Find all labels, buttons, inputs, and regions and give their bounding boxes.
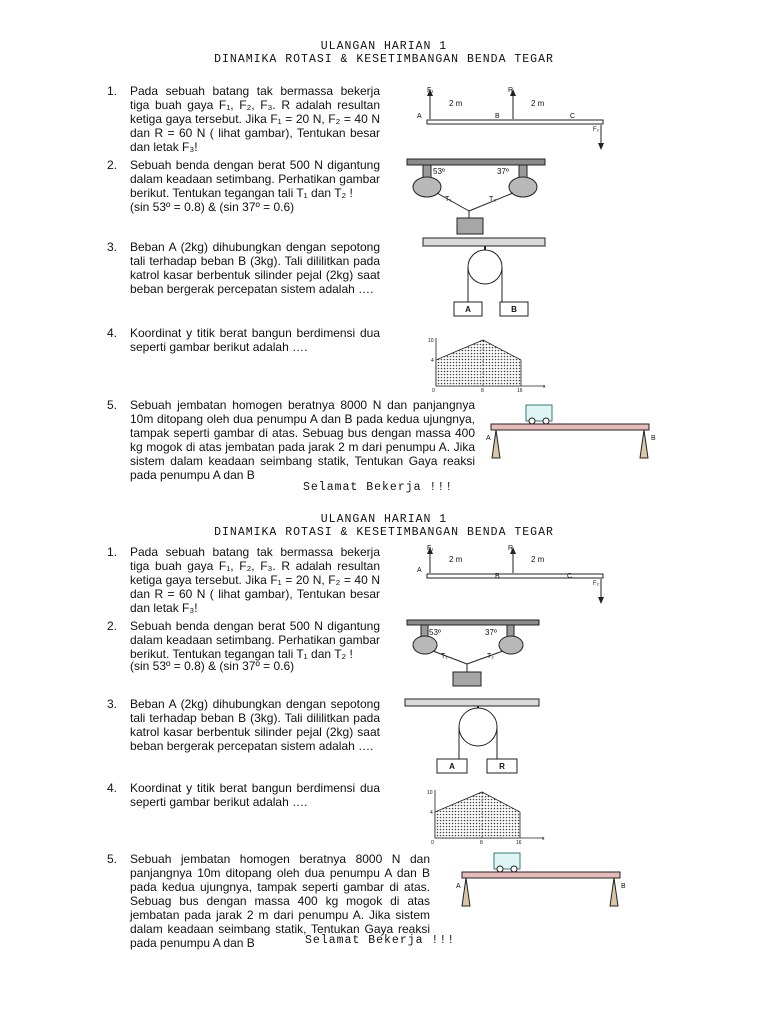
force-bar-diagram	[415, 86, 615, 152]
tension-diagram	[407, 618, 547, 688]
block-label-a: A	[449, 762, 455, 771]
closing-text: Selamat Bekerja !!!	[303, 481, 454, 494]
sheet-title: ULANGAN HARIAN 1	[320, 40, 448, 53]
point-label-b: B	[495, 113, 500, 120]
angle-label: 53º	[433, 167, 445, 176]
centroid-shape-diagram	[425, 334, 549, 394]
question-text: Koordinat y titik berat bangun berdimensi dua seperti gambar berikut adalah ….	[130, 781, 380, 809]
support-label-b: B	[651, 435, 656, 442]
question-number: 4.	[107, 326, 118, 340]
question-number: 4.	[107, 781, 118, 795]
question-number: 1.	[107, 84, 118, 98]
force-bar-diagram	[415, 544, 615, 610]
question-number: 3.	[107, 697, 118, 711]
block-label-b: R	[499, 762, 505, 771]
question-number: 2.	[107, 158, 118, 172]
angle-label: 37º	[497, 167, 509, 176]
block-label-a: A	[465, 305, 471, 314]
tick-label: 8	[481, 388, 484, 394]
point-label-c: C	[567, 573, 573, 580]
support-label-a: A	[456, 883, 461, 890]
bridge-diagram	[486, 404, 662, 462]
tension-diagram	[407, 157, 547, 235]
question-text: Beban A (2kg) dihubungkan dengan sepotong tali terhadap beban B (3kg). Tali dililitkan pada katrol kasar berbentuk silinder pejal (2kg) saat beban bergerak percepatan sistem adalah ….	[130, 697, 380, 753]
label-f2: F₂	[593, 581, 599, 587]
label-r: R	[508, 545, 514, 552]
tick-label: 16	[517, 388, 523, 394]
angle-label: 53º	[429, 628, 441, 637]
point-label-c: C	[570, 113, 576, 120]
sheet-subtitle: DINAMIKA ROTASI & KESETIMBANGAN BENDA TEGAR	[214, 526, 554, 539]
tick-label: 8	[480, 840, 483, 846]
sheet-subtitle: DINAMIKA ROTASI & KESETIMBANGAN BENDA TEGAR	[214, 53, 554, 66]
question-text: Koordinat y titik berat bangun berdimensi dua seperti gambar berikut adalah ….	[130, 326, 380, 354]
tick-label: 16	[516, 840, 522, 846]
label-f1: F₁	[427, 545, 434, 552]
question-text: Sebuah benda dengan berat 500 N digantung dalam keadaan setimbang. Perhatikan gambar berikut. Tentukan tegangan tali T₁ dan T₂ !	[130, 158, 380, 200]
point-label-a: A	[417, 567, 422, 574]
label-r: R	[508, 87, 514, 94]
question-number: 5.	[107, 852, 118, 866]
bridge-diagram	[456, 852, 632, 912]
tension-label-t2: T₂	[487, 653, 494, 660]
question-text: Pada sebuah batang tak bermassa bekerja tiga buah gaya F₁, F₂, F₃. R adalah resultan ketiga gaya tersebut. Jika F₁ = 20 N, F₂ = 40 N dan R = 60 N ( lihat gambar), Tentukan besar dan letak F₃!	[130, 545, 380, 615]
question-number: 2.	[107, 619, 118, 633]
support-label-a: A	[486, 435, 491, 442]
distance-label: 2 m	[531, 99, 545, 108]
sheet-title: ULANGAN HARIAN 1	[320, 513, 448, 526]
tick-label: 10	[427, 790, 433, 796]
point-label-a: A	[417, 113, 422, 120]
question-number: 5.	[107, 398, 118, 412]
tick-label: 0	[432, 388, 435, 394]
distance-label: 2 m	[531, 555, 545, 564]
question-number: 1.	[107, 545, 118, 559]
tick-label: 0	[431, 840, 434, 846]
question-text: Sebuah jembatan homogen beratnya 8000 N dan panjangnya 10m ditopang oleh dua penumpu A dan B pada kedua ujungnya, tampak seperti gambar di atas. Sebuag bus dengan massa 400 kg mogok di atas jembatan pada jarak 2 m dari penumpu A. Jika sistem dalam keadaan seimbang statik, Tentukan Gaya reaksi pada penumpu A dan B	[130, 398, 475, 482]
question-hint: (sin 53º = 0.8) & (sin 37º = 0.6)	[130, 659, 295, 673]
tick-label: 10	[428, 338, 434, 344]
distance-label: 2 m	[449, 555, 463, 564]
distance-label: 2 m	[449, 99, 463, 108]
centroid-shape-diagram	[424, 786, 548, 846]
axis-label: x	[542, 836, 545, 842]
tick-label: 4	[430, 810, 433, 816]
tension-label-t2: T₂	[489, 196, 496, 203]
question-text: Sebuah jembatan homogen beratnya 8000 N dan panjangnya 10m ditopang oleh dua penumpu A dan B pada kedua ujungnya, tampak seperti gambar di atas. Sebuag bus dengan massa 400 kg mogok di atas jembatan pada jarak 2 m dari penumpu A. Jika sistem dalam keadaan seimbang statik, Tentukan Gaya reaksi pada penumpu A dan B	[130, 852, 430, 950]
point-label-b: B	[495, 573, 500, 580]
pulley-diagram	[423, 236, 547, 318]
question-hint: (sin 53º = 0.8) & (sin 37º = 0.6)	[130, 200, 295, 214]
question-number: 3.	[107, 240, 118, 254]
tension-label-t1: T₁	[445, 196, 452, 203]
pulley-diagram	[405, 697, 541, 777]
question-text: Pada sebuah batang tak bermassa bekerja tiga buah gaya F₁, F₂, F₃. R adalah resultan ketiga gaya tersebut. Jika F₁ = 20 N, F₂ = 40 N dan R = 60 N ( lihat gambar), Tentukan besar dan letak F₃!	[130, 84, 380, 154]
question-text: Sebuah benda dengan berat 500 N digantung dalam keadaan setimbang. Perhatikan gambar berikut. Tentukan tegangan tali T₁ dan T₂ !	[130, 619, 380, 661]
tension-label-t1: T₁	[441, 653, 448, 660]
closing-text: Selamat Bekerja !!!	[305, 934, 456, 947]
block-label-b: B	[511, 305, 517, 314]
support-label-b: B	[621, 883, 626, 890]
axis-label: x	[543, 384, 546, 390]
question-text: Beban A (2kg) dihubungkan dengan sepotong tali terhadap beban B (3kg). Tali dililitkan pada katrol kasar berbentuk silinder pejal (2kg) saat beban bergerak percepatan sistem adalah ….	[130, 240, 380, 296]
angle-label: 37º	[485, 628, 497, 637]
label-f1: F₁	[427, 87, 434, 94]
tick-label: 4	[431, 358, 434, 364]
label-f2: F₂	[593, 127, 599, 133]
